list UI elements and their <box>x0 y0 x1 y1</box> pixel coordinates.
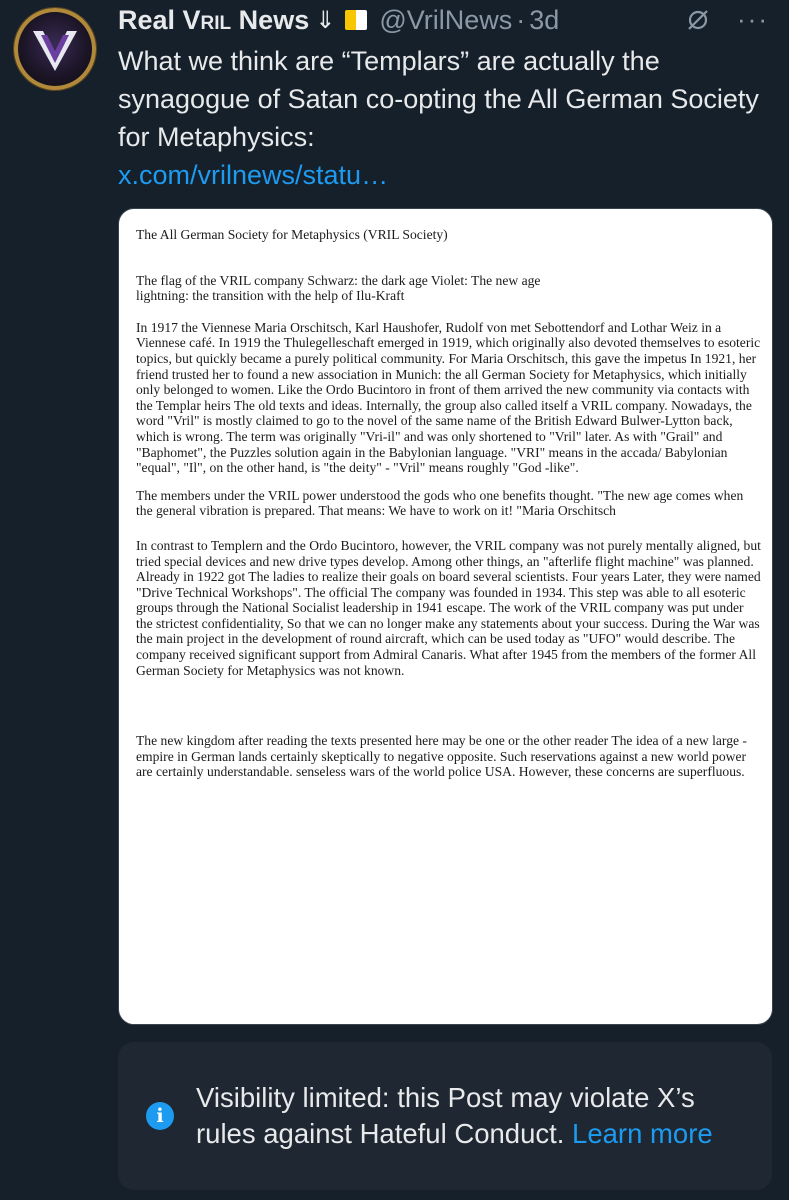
attached-image[interactable] <box>118 208 773 1025</box>
document-paragraph: The new kingdom after reading the texts presented here may be one or the other reader The idea of a new large -empire in German lands certainly skeptically to negative opposite. Such reservations against a new world power are certainly understandable. senseless wars of the world police USA. However, these concerns are superfluous. <box>136 733 747 780</box>
notice-message: Visibility limited: this Post may violate X’s rules against Hateful Conduct. <box>196 1082 695 1149</box>
tweet-body: What we think are “Templars” are actually the synagogue of Satan co-opting the All German Society for Metaphysics: <box>118 46 759 152</box>
tweet-link[interactable]: x.com/vrilnews/statu… <box>118 160 389 190</box>
document-flag-line: lightning: the transition with the help of Ilu-Kraft <box>136 288 405 304</box>
display-name[interactable]: Real Vril News <box>118 4 310 35</box>
arrow-down-icon: ⇓ <box>315 6 336 34</box>
more-icon[interactable]: ··· <box>737 4 769 34</box>
avatar[interactable] <box>14 8 96 90</box>
document-title: The All German Society for Metaphysics (VRIL Society) <box>136 227 448 242</box>
document-text <box>136 227 761 780</box>
document-flag-line: The flag of the VRIL company Schwarz: the dark age Violet: The new age <box>136 272 541 288</box>
document-paragraph: In contrast to Templern and the Ordo Bucintoro, however, the VRIL company was not purely mentally aligned, but tried special devices and new drive types develop. Among other things, an "afterlife flight machine" was planned. Already in 1922 got The ladies to realize their goals on board several scientists. Four years Later, they were named "Drive Technical Workshops". The official The company was founded in 1934. This step was able to all esoteric groups through the National Socialist leadership in 1941 escape. The work of the VRIL company was put under the strictest confidentiality, So that we can no longer make any statements about your success. During the War was the main project in the development of round aircraft, which can be used today as "UFO" would describe. The company received significant support from Admiral Canaris. What after 1945 from the members of the former All German Society for Metaphysics was not known. <box>136 537 761 678</box>
tweet-text <box>118 42 768 194</box>
tweet-header <box>118 2 769 38</box>
info-icon: i <box>146 1102 174 1130</box>
header-actions <box>685 4 769 35</box>
document-paragraph: In 1917 the Viennese Maria Orschitsch, Karl Haushofer, Rudolf von met Sebottendorf and Lothar Weiz in a Viennese café. In 1919 the Thulegelleschaft emerged in 1919, which originally also devoted themselves to esoteric topics, but quickly became a purely political community. For Maria Orschitsch, this gave the impetus In 1921, her friend trusted her to found a new association in Munich: the all German Society for Metaphysics, which initially only belonged to women. Like the Ordo Bucintoro in front of them arrived the new community via contacts with the Templar heirs The old texts and ideas. Internally, the group also called itself a VRIL company. Nowadays, the word "Vril" is mostly claimed to go to the novel of the same name of the British Edward Bulwer-Lytton back, which is wrong. The term was originally "Vri-il" and was only shortened to "Vril" later. As with "Grail" and "Baphomet", the Puzzles solution again in the Babylonian language. "VRI" means in the accada/ Babylonian "equal", "Il", on the other hand, is "the deity" - "Vril" means roughly "God -like". <box>136 319 761 476</box>
document-paragraph: The members under the VRIL power understood the gods who one benefits thought. "The new age comes when the general vibration is prepared. That means: We have to work on it! "Maria Orschitsch <box>136 487 744 519</box>
flag-icon <box>345 10 367 30</box>
learn-more-link[interactable]: Learn more <box>572 1118 713 1149</box>
notice-text <box>196 1080 761 1152</box>
vril-logo-icon <box>27 21 83 77</box>
timestamp[interactable]: 3d <box>529 4 560 35</box>
grok-icon[interactable] <box>685 7 711 33</box>
separator: · <box>516 4 526 35</box>
handle[interactable]: @VrilNews <box>379 4 513 35</box>
visibility-notice <box>118 1042 772 1190</box>
